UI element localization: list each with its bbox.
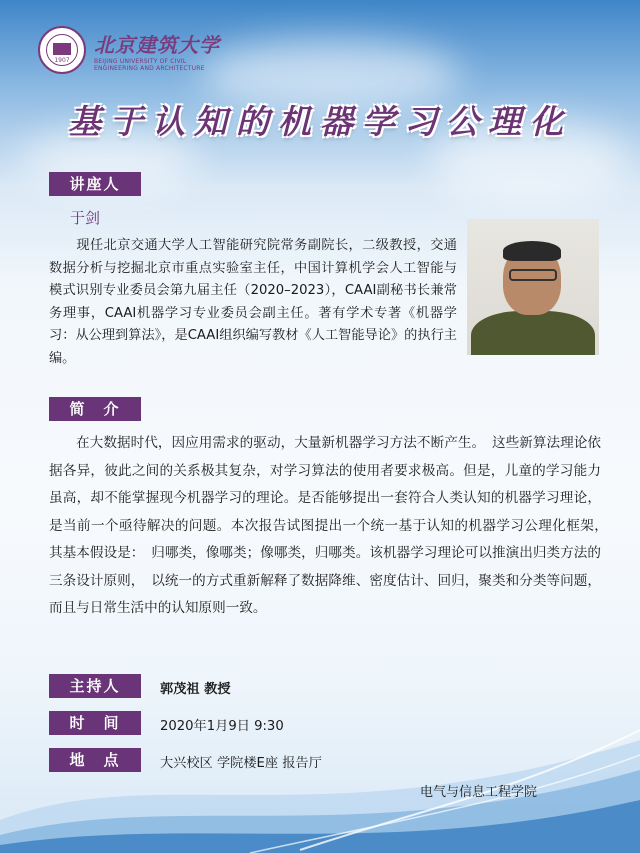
university-name-cn: 北京建筑大学 <box>94 32 220 57</box>
host-value: 郭茂祖 教授 <box>160 682 231 697</box>
wave-decoration <box>0 700 640 853</box>
time-label: 时 间 <box>49 711 141 735</box>
university-name-en-line1: BEIJING UNIVERSITY OF CIVIL <box>94 57 187 65</box>
host-label: 主持人 <box>49 674 141 698</box>
intro-text: 在大数据时代，因应用需求的驱动，大量新机器学习方法不断产生。 这些新算法理论依据各异，彼此之间的关系极其复杂，对学习算法的使用者要求极高。但是，儿童的学习能力虽高，却不能掌握现今机器学习的理论。是否能够提出一套符合人类认知的机器学习理论，是当前一个亟待解决的问题。本次报告试图提出一个统一基于认知的机器学习公理化框架， 其基本假设是： 归哪类，像哪类；像哪类，归哪类。该机器学习理论可以推演出归类方法的三条设计原则， 以统一的方式重新解释了数据降维、密度估计、回归，聚类和分类等问题，而且与日常生活中的认知原则一致。 <box>49 435 615 616</box>
university-seal-icon: 1907 <box>38 26 86 74</box>
time-value: 2020年1月9日 9:30 <box>160 719 284 734</box>
organizer: 电气与信息工程学院 <box>420 785 538 800</box>
speaker-label: 讲座人 <box>49 172 141 196</box>
speaker-photo <box>467 219 599 355</box>
poster-title: 基于认知的机器学习公理化 <box>68 102 572 141</box>
university-logo <box>38 26 220 74</box>
university-name-en-line2: ENGINEERING AND ARCHITECTURE <box>94 64 205 72</box>
speaker-bio: 现任北京交通大学人工智能研究院常务副院长，二级教授，交通数据分析与挖掘北京市重点实验室主任，中国计算机学会人工智能与模式识别专业委员会第九届主任（2020–2023），CAAI副秘书长兼常务理事，CAAI机器学习专业委员会副主任。著有学术专著《机器学习：从公理到算法》，是CAAI组织编写教材《人工智能导论》的执行主编。 <box>49 238 457 366</box>
speaker-name: 于剑 <box>70 209 101 227</box>
intro-label: 简 介 <box>49 397 141 421</box>
place-value: 大兴校区 学院楼E座 报告厅 <box>160 756 322 771</box>
place-label: 地 点 <box>49 748 141 772</box>
